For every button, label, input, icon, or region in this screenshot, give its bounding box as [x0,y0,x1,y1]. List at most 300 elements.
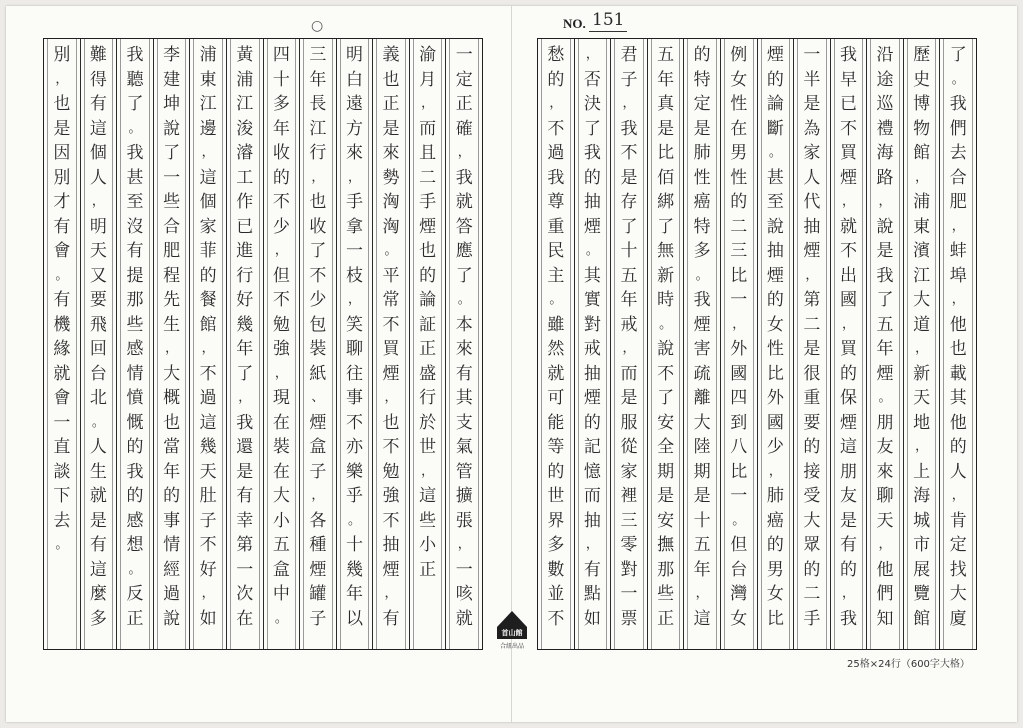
manuscript-char: 聽 [126,69,144,90]
manuscript-char: 史 [913,69,931,90]
manuscript-char: 個 [199,192,217,212]
manuscript-char: 遠 [345,94,363,114]
manuscript-char: 平 [382,265,400,286]
manuscript-char: 安 [657,412,675,433]
manuscript-char: 五 [657,45,675,65]
manuscript-char: 答 [455,216,473,237]
manuscript-char: 的 [803,437,821,457]
manuscript-char: ， [311,169,325,185]
manuscript-char: 明 [89,216,107,237]
manuscript-char: 。 [732,512,746,528]
manuscript-char: 對 [620,559,638,580]
manuscript-char: 麼 [89,584,107,604]
manuscript-char: 人 [803,167,821,188]
manuscript-char: 我 [547,167,565,188]
manuscript-char: 肥 [163,241,181,261]
manuscript-char: 了 [583,118,601,139]
manuscript-char: 機 [53,314,71,335]
manuscript-char: 女 [766,584,784,604]
manuscript-char: 友 [839,486,857,506]
manuscript-char: 管 [455,461,473,482]
manuscript-char: 國 [839,290,857,310]
manuscript-char: 海 [876,143,894,163]
manuscript-char: 別 [53,45,71,65]
manuscript-char: 比 [766,363,784,384]
manuscript-char: 手 [803,608,821,629]
manuscript-char: 覽 [913,584,931,604]
manuscript-char: 這 [89,559,107,580]
manuscript-char: 來 [455,339,473,359]
manuscript-char: 沒 [126,216,144,237]
right-manuscript-page [537,38,977,650]
manuscript-char: 年 [693,559,711,580]
manuscript-char: 甚 [126,167,144,188]
manuscript-char: 有 [89,535,107,555]
manuscript-char: 我 [236,412,254,433]
manuscript-char: 李 [163,45,181,65]
manuscript-char: 感 [126,510,144,531]
manuscript-char: 已 [236,216,254,237]
manuscript-char: 要 [89,290,107,310]
manuscript-char: 聊 [345,339,363,359]
manuscript-char: 這 [199,167,217,188]
manuscript-char: 十 [345,535,363,555]
manuscript-char: 這 [693,608,711,629]
manuscript-char: 裡 [620,486,638,506]
manuscript-column [44,39,80,649]
manuscript-char: 得 [89,69,107,90]
manuscript-char: 這 [199,412,217,433]
manuscript-char: 友 [876,437,894,457]
manuscript-char: 。 [347,512,361,528]
manuscript-char: 的 [839,559,857,580]
manuscript-char: ， [201,145,215,160]
manuscript-char: 地 [913,412,931,433]
manuscript-char: 十 [620,241,638,261]
manuscript-char: 洶 [382,192,400,212]
manuscript-char: 在 [730,118,748,139]
manuscript-char: ， [695,586,709,601]
manuscript-char: 小 [272,510,290,531]
manuscript-char: 又 [89,265,107,286]
manuscript-char: 行 [419,388,437,408]
manuscript-char: 正 [419,339,437,359]
manuscript-column [830,39,867,649]
manuscript-char: ， [347,169,361,185]
manuscript-char: ， [421,463,435,479]
manuscript-char: 市 [913,535,931,555]
manuscript-char: 定 [693,94,711,114]
manuscript-char: 的 [766,69,784,90]
manuscript-char: 天 [913,388,931,408]
manuscript-char: 義 [382,45,400,65]
manuscript-char: 這 [89,118,107,139]
manuscript-char: ， [421,96,435,111]
manuscript-char: 濬 [236,143,254,163]
manuscript-char: 去 [53,510,71,531]
manuscript-char: 疏 [693,363,711,384]
manuscript-char: 比 [730,265,748,286]
manuscript-char: 第 [236,535,254,555]
manuscript-char: 而 [620,363,638,384]
manuscript-char: 支 [455,412,473,433]
manuscript-char: 紙 [309,363,327,384]
manuscript-char: 的 [583,167,601,188]
manuscript-char: 有 [236,486,254,506]
manuscript-char: 四 [272,45,290,65]
manuscript-char: 一 [53,412,71,433]
manuscript-char: 一 [455,45,473,65]
manuscript-char: 多 [547,535,565,555]
manuscript-char: 家 [803,143,821,163]
manuscript-char: 其 [583,265,601,286]
manuscript-char: 裝 [309,339,327,359]
publisher-logo [493,611,531,657]
manuscript-char: 子 [199,510,217,531]
manuscript-char: 這 [839,437,857,457]
manuscript-char: 朋 [839,461,857,482]
manuscript-char: 我 [455,167,473,188]
manuscript-char: 去 [949,143,967,163]
manuscript-char: 的 [766,535,784,555]
manuscript-char: 女 [730,69,748,90]
manuscript-char: 否 [583,69,601,90]
manuscript-char: 有 [53,216,71,237]
manuscript-char: 外 [730,339,748,359]
manuscript-char: ， [585,537,599,552]
manuscript-char: 白 [345,69,363,90]
manuscript-char: 是 [382,118,400,139]
manuscript-char: 手 [345,192,363,212]
manuscript-char: 性 [766,339,784,359]
manuscript-char: 直 [53,437,71,457]
manuscript-char: 接 [803,461,821,482]
manuscript-char: 一 [163,167,181,188]
manuscript-char: 是 [803,94,821,114]
manuscript-char: 月 [419,69,437,90]
manuscript-char: 來 [876,461,894,482]
manuscript-char: ， [384,390,398,405]
manuscript-char: 沿 [876,45,894,65]
manuscript-char: 至 [766,192,784,212]
manuscript-char: 進 [236,241,254,261]
manuscript-char: 談 [53,461,71,482]
manuscript-char: ， [878,537,892,552]
manuscript-char: 重 [803,388,821,408]
manuscript-char: 常 [382,290,400,310]
manuscript-char: 從 [620,437,638,457]
manuscript-char: 二 [803,314,821,335]
manuscript-char: 濱 [913,241,931,261]
manuscript-char: 肺 [693,143,711,163]
manuscript-char: ， [201,341,215,356]
manuscript-column [610,39,647,649]
manuscript-char: 勉 [272,314,290,335]
manuscript-char: 年 [236,339,254,359]
manuscript-char: 。 [128,120,142,136]
manuscript-char: 作 [236,192,254,212]
manuscript-char: 有 [839,535,857,555]
manuscript-char: 反 [126,584,144,604]
manuscript-char: ， [768,463,782,479]
manuscript-char: 存 [620,192,638,212]
manuscript-char: 比 [657,143,675,163]
manuscript-char: 收 [309,216,327,237]
manuscript-char: 是 [657,486,675,506]
manuscript-char: 氣 [455,437,473,457]
manuscript-char: 中 [272,584,290,604]
manuscript-char: 不 [839,118,857,139]
manuscript-char: 愁 [547,45,565,65]
manuscript-char: 那 [657,559,675,580]
manuscript-char: 過 [547,143,565,163]
manuscript-char: 拿 [345,216,363,237]
manuscript-char: 實 [583,290,601,310]
manuscript-char: 其 [949,388,967,408]
manuscript-char: 新 [657,265,675,286]
manuscript-char: 難 [89,45,107,65]
manuscript-column [757,39,794,649]
manuscript-char: 行 [309,143,327,163]
manuscript-char: 也 [382,69,400,90]
manuscript-char: 洶 [382,216,400,237]
manuscript-char: 是 [236,461,254,482]
manuscript-char: 是 [876,241,894,261]
manuscript-char: 的 [126,486,144,506]
manuscript-column [683,39,720,649]
manuscript-char: 合 [163,216,181,237]
manuscript-char: 二 [419,167,437,188]
manuscript-char: 博 [913,94,931,114]
manuscript-column [336,39,373,649]
manuscript-char: 正 [382,94,400,114]
manuscript-column [189,39,226,649]
manuscript-char: 不 [382,510,400,531]
manuscript-char: ， [878,194,892,209]
manuscript-char: 四 [730,388,748,408]
manuscript-char: 就 [839,216,857,237]
manuscript-char: 蚌 [949,241,967,261]
manuscript-char: 下 [53,486,71,506]
manuscript-char: 笑 [345,314,363,335]
manuscript-char: 其 [455,388,473,408]
manuscript-char: 強 [382,486,400,506]
manuscript-char: ， [55,71,69,87]
manuscript-char: 過 [163,584,181,604]
manuscript-char: 少 [309,290,327,310]
manuscript-char: 二 [803,584,821,604]
manuscript-char: 些 [657,584,675,604]
manuscript-char: 東 [199,69,217,90]
manuscript-char: 証 [419,314,437,335]
manuscript-char: 外 [766,388,784,408]
manuscript-char: 有 [89,94,107,114]
manuscript-char: 男 [730,143,748,163]
manuscript-char: 上 [913,461,931,482]
manuscript-char: 台 [89,363,107,384]
manuscript-char: 定 [949,535,967,555]
manuscript-char: 巡 [876,94,894,114]
manuscript-char: 。 [695,267,709,283]
manuscript-char: 天 [199,461,217,482]
manuscript-char: ， [841,586,855,601]
manuscript-char: 戒 [583,339,601,359]
manuscript-char: 坤 [163,94,181,114]
manuscript-column [153,39,190,649]
manuscript-char: 少 [272,216,290,237]
manuscript-char: 少 [766,437,784,457]
manuscript-char: 的 [949,437,967,457]
manuscript-char: 合 [949,167,967,188]
manuscript-char: 來 [345,143,363,163]
manuscript-char: 二 [730,216,748,237]
manuscript-char: 五 [272,535,290,555]
manuscript-char: 到 [730,412,748,433]
manuscript-char: 。 [384,243,398,258]
manuscript-char: 過 [199,388,217,408]
manuscript-char: 也 [419,241,437,261]
manuscript-char: 癌 [693,192,711,212]
manuscript-char: 能 [547,412,565,433]
manuscript-char: ， [622,96,636,111]
manuscript-char: 我 [583,143,601,163]
manuscript-char: 也 [53,94,71,114]
manuscript-char: 來 [382,143,400,163]
manuscript-char: 人 [949,461,967,482]
manuscript-char: 然 [547,339,565,359]
manuscript-char: ， [549,96,563,111]
manuscript-char: 浦 [236,69,254,90]
manuscript-column [263,39,300,649]
manuscript-column [647,39,684,649]
publisher-subtitle: 合紐出品 [499,643,524,650]
manuscript-char: 不 [309,265,327,286]
manuscript-column [226,39,263,649]
manuscript-char: 是 [89,510,107,531]
manuscript-char: 保 [839,388,857,408]
manuscript-char: 想 [126,535,144,555]
manuscript-char: 抽 [583,510,601,531]
manuscript-char: 天 [876,510,894,531]
manuscript-char: 飛 [89,314,107,335]
manuscript-char: 建 [163,69,181,90]
manuscript-char: 這 [419,486,437,506]
manuscript-char: 有 [455,363,473,384]
manuscript-char: 大 [949,584,967,604]
manuscript-char: 還 [236,437,254,457]
manuscript-char: 了 [620,216,638,237]
manuscript-char: 的 [730,192,748,212]
manuscript-char: 點 [583,584,601,604]
manuscript-char: 方 [345,118,363,139]
manuscript-char: 新 [913,363,931,384]
manuscript-char: ， [274,243,288,258]
manuscript-char: 一 [455,559,473,580]
manuscript-char: 各 [309,510,327,531]
manuscript-char: 館 [913,608,931,629]
manuscript-char: 物 [913,118,931,139]
manuscript-char: 有 [53,290,71,310]
manuscript-char: 大 [272,486,290,506]
manuscript-char: 不 [382,437,400,457]
manuscript-char: 是 [693,486,711,506]
manuscript-char: 。 [585,243,599,258]
manuscript-char: 零 [620,535,638,555]
manuscript-column [409,39,446,649]
manuscript-char: 聊 [876,486,894,506]
manuscript-char: 情 [163,535,181,555]
manuscript-char: 數 [547,559,565,580]
manuscript-char: 一 [730,290,748,310]
manuscript-char: 說 [657,339,675,359]
manuscript-char: 抽 [583,192,601,212]
manuscript-char: 正 [455,94,473,114]
manuscript-char: 的 [803,559,821,580]
manuscript-char: 黃 [236,45,254,65]
manuscript-char: 綁 [657,192,675,212]
manuscript-char: 我 [839,608,857,629]
manuscript-char: 了 [163,143,181,163]
manuscript-char: 至 [126,192,144,212]
manuscript-column [574,39,611,649]
manuscript-char: 性 [730,94,748,114]
manuscript-char: 子 [309,608,327,629]
manuscript-char: 渝 [419,45,437,65]
manuscript-char: 亦 [345,437,363,457]
manuscript-char: 浦 [913,192,931,212]
manuscript-char: 多 [693,241,711,261]
manuscript-char: 了 [455,265,473,286]
manuscript-char: 在 [236,608,254,629]
manuscript-char: 不 [620,143,638,163]
manuscript-char: 半 [803,69,821,90]
manuscript-char: 五 [693,535,711,555]
manuscript-char: 程 [163,265,181,286]
manuscript-char: 種 [309,535,327,555]
manuscript-char: 煙 [766,265,784,286]
manuscript-char: 盒 [309,437,327,457]
manuscript-char: 不 [839,241,857,261]
manuscript-char: 感 [126,339,144,359]
manuscript-column [538,39,574,649]
manuscript-char: 主 [547,265,565,286]
manuscript-char: 、 [311,390,325,405]
manuscript-char: 的 [583,412,601,433]
manuscript-char: 人 [89,437,107,457]
manuscript-char: 。 [457,292,471,307]
manuscript-char: 煙 [803,241,821,261]
manuscript-char: 的 [199,265,217,286]
manuscript-column [793,39,830,649]
manuscript-char: 歷 [913,45,931,65]
manuscript-char: 說 [163,608,181,629]
manuscript-char: 了 [876,290,894,310]
manuscript-char: 在 [272,412,290,433]
manuscript-char: 等 [547,437,565,457]
manuscript-char: 明 [345,45,363,65]
manuscript-char: 期 [693,461,711,482]
manuscript-char: 收 [272,143,290,163]
manuscript-number-label: NO. [563,16,586,31]
manuscript-char: 事 [163,510,181,531]
manuscript-char: ， [841,194,855,209]
manuscript-char: 為 [803,118,821,139]
manuscript-char: 如 [583,608,601,629]
manuscript-char: 。 [951,71,965,87]
manuscript-char: 煙 [839,412,857,433]
manuscript-char: 也 [949,339,967,359]
sheet-spec-label: 25格×24行（600字大格） [847,659,970,670]
